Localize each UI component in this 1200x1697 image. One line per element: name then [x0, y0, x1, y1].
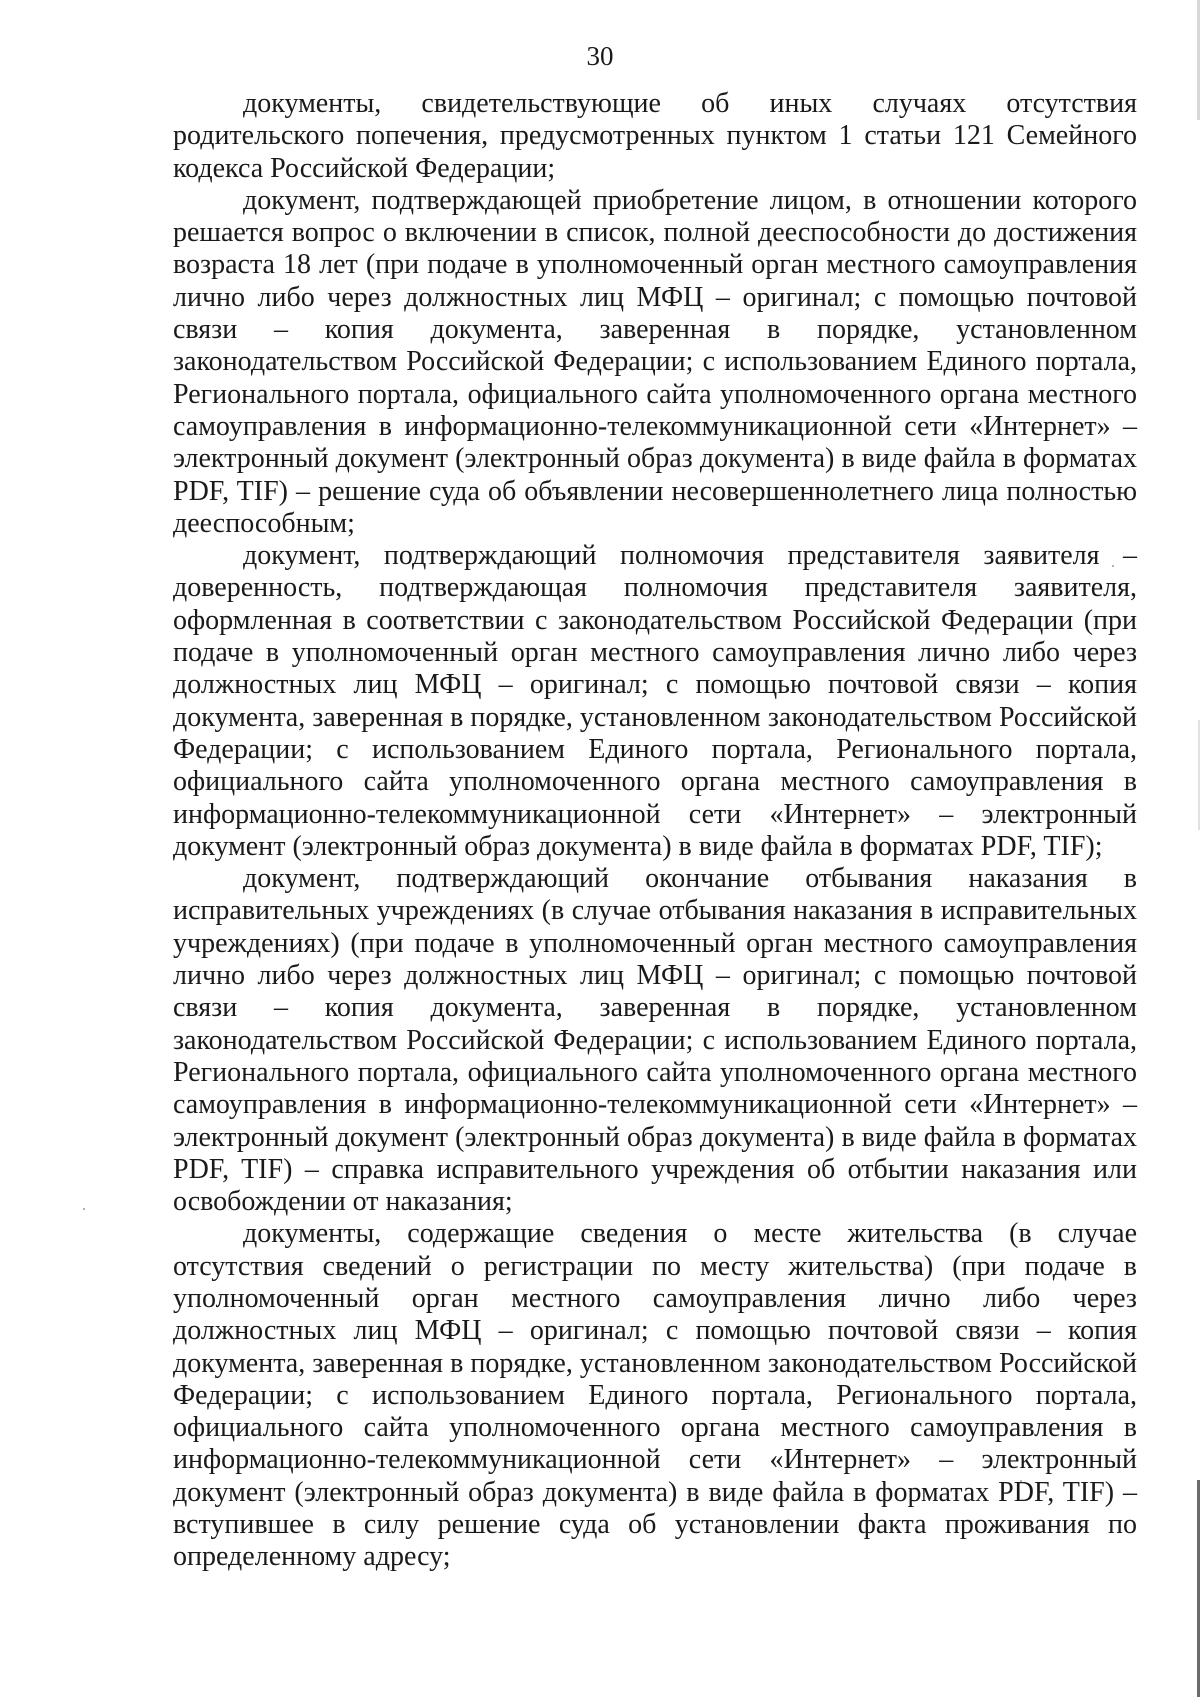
- paragraph: документ, подтверждающий окончание отбывания наказания в исправительных учреждениях (в случае отбывания наказания в исправительных учреждениях) (при подаче в уполномоченный орган местного самоуправления лично либо через должностных лиц МФЦ – оригинал; с помощью почтовой связи – копия документа, заверенная в порядке, установленном законодательством Российской Федерации; с использованием Единого портала, Регионального портала, официального сайта уполномоченного органа местного самоуправления в информационно-телекоммуникационной сети «Интернет» – электронный документ (электронный образ документа) в виде файла в форматах PDF, TIF) – справка исправительного учреждения об отбытии наказания или освобождении от наказания;: [173, 863, 1137, 1218]
- paragraph: документы, свидетельствующие об иных случаях отсутствия родительского попечения, предусмотренных пунктом 1 статьи 121 Семейного кодекса Российской Федерации;: [173, 88, 1137, 184]
- document-body: [173, 88, 1137, 1574]
- page-number: 30: [586, 41, 614, 71]
- scan-speck: [83, 1208, 85, 1210]
- paragraph: документ, подтверждающий полномочия представителя заявителя – доверенность, подтверждающая полномочия представителя заявителя, оформленная в соответствии с законодательством Российской Федерации (при подаче в уполномоченный орган местного самоуправления лично либо через должностных лиц МФЦ – оригинал; с помощью почтовой связи – копия документа, заверенная в порядке, установленном законодательством Российской Федерации; с использованием Единого портала, Регионального портала, официального сайта уполномоченного органа местного самоуправления в информационно-телекоммуникационной сети «Интернет» – электронный документ (электронный образ документа) в виде файла в форматах PDF, TIF);: [173, 540, 1137, 862]
- paragraph: документы, содержащие сведения о месте жительства (в случае отсутствия сведений о регистрации по месту жительства) (при подаче в уполномоченный орган местного самоуправления лично либо через должностных лиц МФЦ – оригинал; с помощью почтовой связи – копия документа, заверенная в порядке, установленном законодательством Российской Федерации; с использованием Единого портала, Регионального портала, официального сайта уполномоченного органа местного самоуправления в информационно-телекоммуникационной сети «Интернет» – электронный документ (электронный образ документа) в виде файла в форматах PDF, TIF) – вступившее в силу решение суда об установлении факта проживания по определенному адресу;: [173, 1218, 1137, 1573]
- paragraph: документ, подтверждающей приобретение лицом, в отношении которого решается вопрос о включении в список, полной дееспособности до достижения возраста 18 лет (при подаче в уполномоченный орган местного самоуправления лично либо через должностных лиц МФЦ – оригинал; с помощью почтовой связи – копия документа, заверенная в порядке, установленном законодательством Российской Федерации; с использованием Единого портала, Регионального портала, официального сайта уполномоченного органа местного самоуправления в информационно-телекоммуникационной сети «Интернет» – электронный документ (электронный образ документа) в виде файла в форматах PDF, TIF) – решение суда об объявлении несовершеннолетнего лица полностью дееспособным;: [173, 184, 1137, 539]
